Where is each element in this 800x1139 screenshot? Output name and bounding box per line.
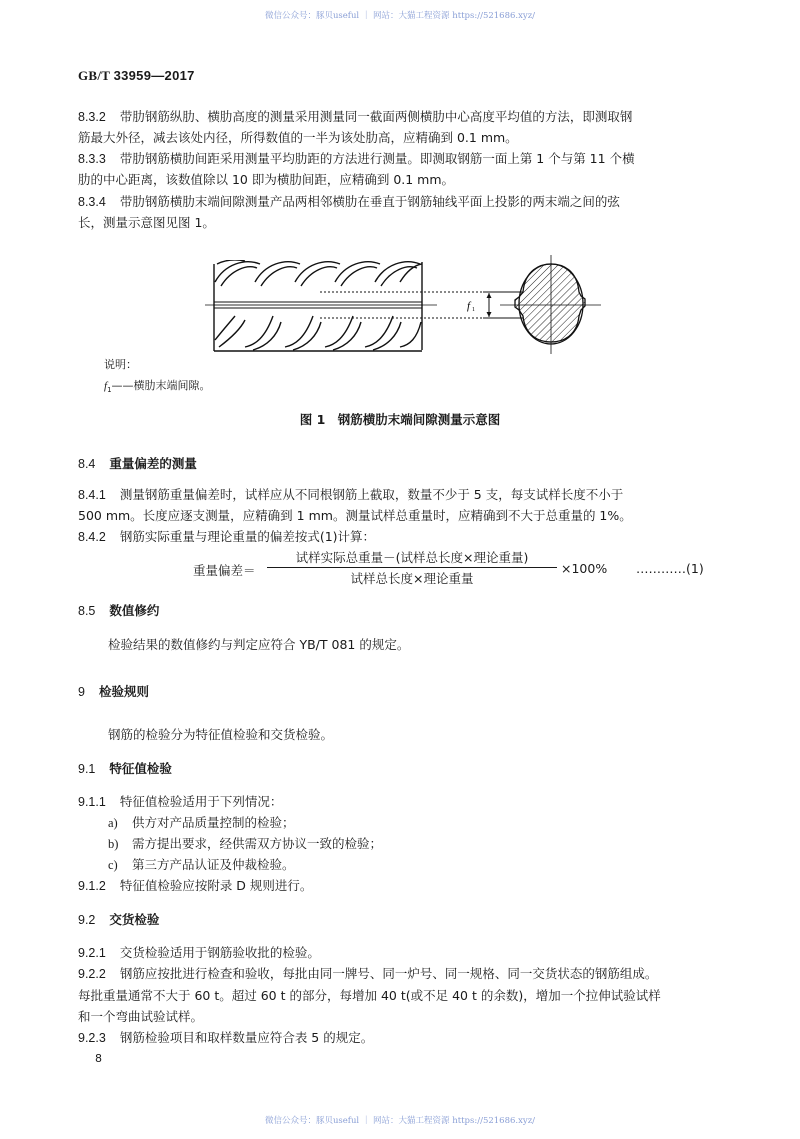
clause-9-1-2-line1 xyxy=(78,878,312,894)
clause-9-2-1-line1 xyxy=(78,945,320,961)
list-text: 需方提出要求，经供需双方协议一致的检验； xyxy=(132,836,383,851)
clause-text: 钢筋检验项目和取样数量应符合表 5 的规定。 xyxy=(119,1030,374,1045)
clause-number: 8.4.2 xyxy=(78,530,106,544)
clause-9-1-1-line1 xyxy=(78,794,282,810)
formula-rhs: ×100% xyxy=(561,561,608,576)
clause-9-2-3-line1 xyxy=(78,1030,373,1046)
clause-8-3-3-line1 xyxy=(78,151,635,167)
section-9-body: 钢筋的检验分为特征值检验和交货检验。 xyxy=(108,727,334,742)
section-number: 9.1 xyxy=(78,762,96,776)
list-label: c) xyxy=(108,858,118,872)
list-label: a) xyxy=(108,816,118,830)
section-8-5-body: 检验结果的数值修约与判定应符合 YB/T 081 的规定。 xyxy=(108,637,410,652)
clause-number: 8.3.3 xyxy=(78,152,106,166)
figure-caption: 图 1 钢筋横肋末端间隙测量示意图 xyxy=(299,412,501,427)
page-number: 8 xyxy=(95,1052,102,1065)
note-symbol-sub: 1 xyxy=(107,386,112,395)
clause-9-2-2-line2: 每批重量通常不大于 60 t。超过 60 t 的部分，每增加 40 t(或不足 40 t 的余数)，增加一个拉伸试验试样 xyxy=(78,988,661,1003)
rebar-rib-gap-figure xyxy=(205,250,625,360)
clause-text: 钢筋实际重量与理论重量的偏差按式(1)计算： xyxy=(119,529,376,544)
clause-text: 带肋钢筋横肋间距采用测量平均肋距的方法进行测量。即测取钢筋一面上第 1 个与第 11 个横 xyxy=(119,151,635,166)
rebar-diagram xyxy=(205,250,625,360)
section-title: 交货检验 xyxy=(109,912,160,927)
section-number: 8.5 xyxy=(78,604,96,618)
section-number: 8.4 xyxy=(78,457,96,471)
clause-8-3-3-line2: 肋的中心距离，该数值除以 10 即为横肋间距，应精确到 0.1 mm。 xyxy=(78,172,455,187)
section-8-4-heading xyxy=(78,456,197,472)
clause-number: 9.1.2 xyxy=(78,879,106,893)
clause-8-3-4-line2: 长，测量示意图见图 1。 xyxy=(78,215,215,230)
clause-text: 带肋钢筋纵肋、横肋高度的测量采用测量同一截面两侧横肋中心高度平均值的方法，即测取钢 xyxy=(119,109,633,124)
clause-text: 特征值检验适用于下列情况： xyxy=(119,794,283,809)
figure-note-title: 说明： xyxy=(104,358,137,371)
clause-number: 9.2.2 xyxy=(78,967,106,981)
clause-text: 特征值检验应按附录 D 规则进行。 xyxy=(119,878,313,893)
clause-number: 9.1.1 xyxy=(78,795,106,809)
clause-8-3-2-line1 xyxy=(78,109,632,125)
clause-8-4-2-line1 xyxy=(78,529,375,545)
clause-text: 交货检验适用于钢筋验收批的检验。 xyxy=(119,945,320,960)
section-8-5-heading xyxy=(78,603,159,619)
clause-8-3-4-line1 xyxy=(78,194,620,210)
list-text: 供方对产品质量控制的检验； xyxy=(132,815,295,830)
list-item-b xyxy=(108,836,382,852)
standard-prefix: GB/T xyxy=(78,68,111,83)
clause-number: 9.2.3 xyxy=(78,1031,106,1045)
formula-numerator: 试样实际总重量－(试样总长度×理论重量) xyxy=(295,550,529,565)
section-9-2-heading xyxy=(78,912,159,928)
rebar-side-view xyxy=(214,260,430,351)
section-9-1-heading xyxy=(78,761,172,777)
watermark-bottom: 微信公众号：豚贝useful ｜ 网站：大猫工程资源 https://521686.xyz/ xyxy=(264,1116,536,1126)
list-item-a xyxy=(108,815,295,831)
standard-code xyxy=(78,68,195,84)
clause-8-4-1-line2: 500 mm。长度应逐支测量，应精确到 1 mm。测量试样总重量时，应精确到不大于总重量的 1%。 xyxy=(78,508,632,523)
section-title: 重量偏差的测量 xyxy=(109,456,197,471)
clause-text: 带肋钢筋横肋末端间隙测量产品两相邻横肋在垂直于钢筋轴线平面上投影的两末端之间的弦 xyxy=(119,194,620,209)
rebar-cross-section xyxy=(500,255,601,354)
clause-number: 8.4.1 xyxy=(78,488,106,502)
dimension-label-sub: 1 xyxy=(472,307,475,313)
section-title: 数值修约 xyxy=(109,603,160,618)
section-title: 检验规则 xyxy=(98,684,149,699)
note-symbol: f xyxy=(104,380,108,392)
list-item-c xyxy=(108,857,295,873)
list-text: 第三方产品认证及仲裁检验。 xyxy=(132,857,295,872)
note-text: ——横肋末端间隙。 xyxy=(111,379,211,392)
equation-number: …………(1) xyxy=(636,561,704,576)
clause-8-4-1-line1 xyxy=(78,487,623,503)
watermark-top: 微信公众号：豚贝useful ｜ 网站：大猫工程资源 https://521686.xyz/ xyxy=(264,11,536,21)
clause-number: 8.3.4 xyxy=(78,195,106,209)
formula-fraction xyxy=(267,548,557,587)
standard-number: 33959—2017 xyxy=(113,68,195,83)
clause-9-2-2-line1 xyxy=(78,966,657,982)
list-label: b) xyxy=(108,837,119,851)
clause-number: 9.2.1 xyxy=(78,946,106,960)
clause-text: 测量钢筋重量偏差时，试样应从不同根钢筋上截取，数量不少于 5 支，每支试样长度不小于 xyxy=(119,487,624,502)
fraction-bar xyxy=(267,567,557,568)
clause-8-3-2-line2: 筋最大外径，减去该处内径，所得数值的一半为该处肋高，应精确到 0.1 mm。 xyxy=(78,130,518,145)
formula-lhs: 重量偏差＝ xyxy=(193,563,256,578)
section-title: 特征值检验 xyxy=(109,761,172,776)
clause-number: 8.3.2 xyxy=(78,110,106,124)
formula-denominator: 试样总长度×理论重量 xyxy=(350,571,474,586)
section-number: 9 xyxy=(78,685,85,699)
dimension-label-f1: f xyxy=(467,300,471,312)
section-number: 9.2 xyxy=(78,913,96,927)
section-9-heading xyxy=(78,684,149,700)
clause-text: 钢筋应按批进行检查和验收，每批由同一牌号、同一炉号、同一规格、同一交货状态的钢筋组成。 xyxy=(119,966,658,981)
figure-note-f1 xyxy=(104,377,211,394)
clause-9-2-2-line3: 和一个弯曲试验试样。 xyxy=(78,1009,204,1024)
